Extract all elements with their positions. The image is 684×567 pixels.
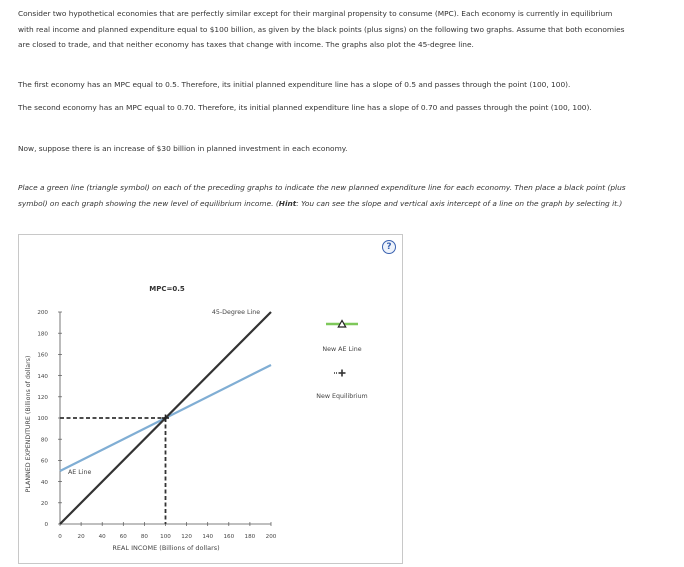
instructions-text-b: : You can see the slope and vertical axis intercept of a line on the graph by selecting it.) [296, 198, 623, 208]
y-tick-label: 140 [37, 373, 48, 380]
y-tick-label: 100 [37, 416, 48, 423]
new-ae-line-label: New AE Line [322, 346, 362, 353]
y-tick-label: 180 [37, 331, 48, 338]
x-tick-label: 160 [223, 534, 235, 540]
y-tick-label: 40 [40, 479, 48, 486]
intro-paragraph-4: Now, suppose there is an increase of $30 billion in planned investment in each economy. [18, 144, 348, 153]
y-tick-label: 20 [40, 501, 48, 507]
y-tick-label: 120 [37, 395, 48, 401]
x-tick-label: 120 [181, 534, 192, 540]
y-tick-label: 200 [37, 310, 48, 317]
x-tick-label: 180 [244, 534, 256, 540]
y-tick-label: 160 [37, 352, 48, 359]
y-axis-label: PLANNED EXPENDITURE (Billions of dollars) [25, 355, 32, 493]
x-tick-label: 0 [58, 534, 62, 540]
x-axis-label: REAL INCOME (Billions of dollars) [112, 544, 220, 552]
intro-paragraph-1: Consider two hypothetical economies that are perfectly similar except for their marginal propensity to consume (MPC). Each economy is currently in equilibrium with real income and planned expenditure equal to $100 billion, as given by the black points (plus signs) on the following two graphs. Assume that both economies are closed to trade, and that neither economy has taxes that change with income. The graphs also plot the 45-degree line. [18, 9, 625, 50]
y-tick-label: 0 [44, 522, 48, 529]
y-tick-label: 80 [40, 437, 48, 444]
intro-paragraph-3: The second economy has an MPC equal to 0.70. Therefore, its initial planned expenditure line has a slope of 0.70 and passes through the point (100, 100). [18, 103, 592, 112]
x-tick-label: 80 [140, 534, 148, 540]
forty-five-degree-line-label: 45-Degree Line [211, 309, 261, 316]
x-tick-label: 60 [119, 534, 127, 540]
intro-paragraph-2: The first economy has an MPC equal to 0.5. Therefore, its initial planned expenditure line has a slope of 0.5 and passes through the point (100, 100). [18, 80, 571, 89]
instructions-text-a: Place a green line (triangle symbol) on each of the preceding graphs to indicate the new planned expenditure line for each economy. Then place a black point (plus symbol) on each graph showing the new level of equilibrium income. ( [18, 183, 626, 208]
x-tick-label: 200 [265, 534, 277, 540]
x-tick-label: 100 [160, 534, 171, 540]
x-tick-label: 140 [202, 534, 214, 540]
ae-line-label: AE Line [68, 469, 92, 476]
x-tick-label: 20 [77, 534, 85, 540]
help-icon[interactable]: ? [382, 240, 396, 254]
y-tick-label: 60 [40, 458, 48, 465]
chart-title: MPC=0.5 [149, 285, 185, 293]
x-tick-label: 40 [98, 534, 106, 540]
new-equilibrium-label: New Equilibrium [316, 393, 368, 400]
hint-label: Hint [278, 198, 297, 208]
